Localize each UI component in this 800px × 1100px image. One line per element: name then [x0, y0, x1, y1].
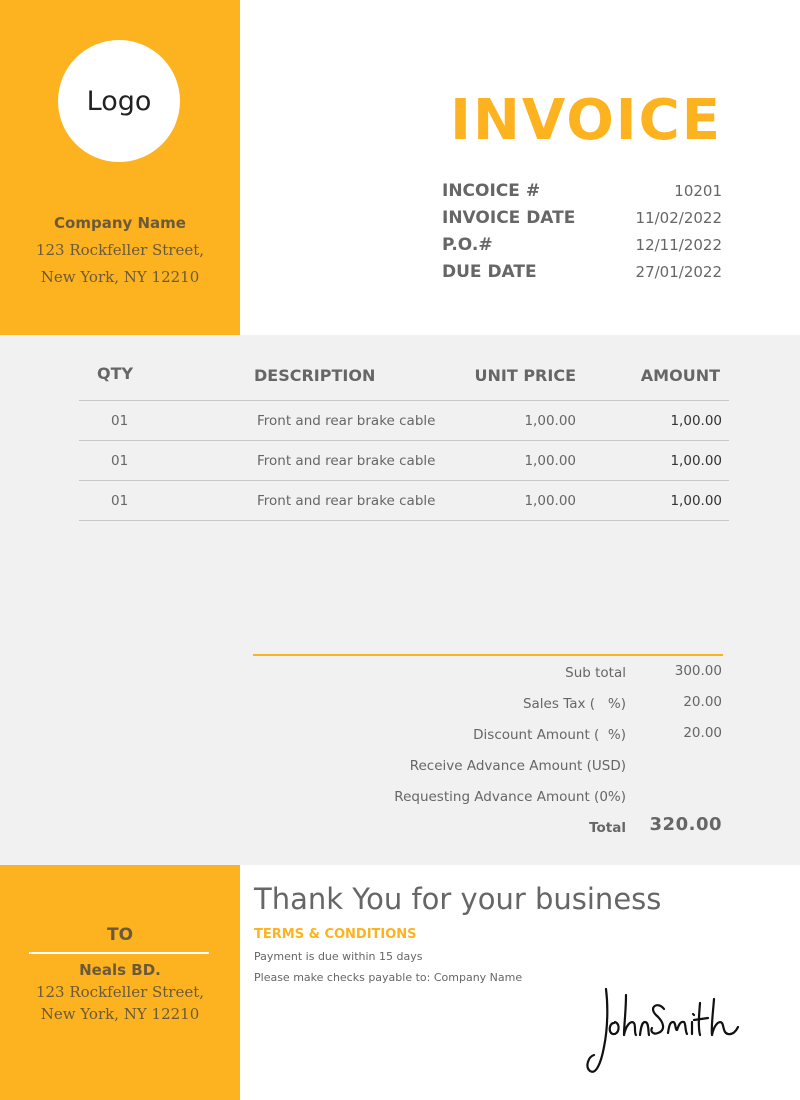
- sales-tax-label: Sales Tax ( %): [522, 696, 626, 712]
- logo-text: Logo: [86, 85, 152, 117]
- column-header-unit-price: UNIT PRICE: [474, 366, 576, 385]
- client-name: Neals BD.: [79, 961, 161, 979]
- terms-checks-payable: Please make checks payable to: Company Name: [254, 971, 523, 984]
- item-unit-price: 1,00.00: [524, 453, 576, 469]
- total-label: Total: [589, 820, 626, 836]
- invoice-title: INVOICE: [450, 88, 722, 153]
- item-unit-price: 1,00.00: [524, 413, 576, 429]
- advance-received-label: Receive Advance Amount (USD): [409, 758, 626, 774]
- item-description: Front and rear brake cable: [257, 453, 436, 469]
- signature-image: [578, 975, 748, 1085]
- discount-value: 20.00: [683, 725, 722, 741]
- due-date-value: 27/01/2022: [635, 263, 722, 281]
- company-name: Company Name: [54, 214, 186, 232]
- table-row: [79, 401, 729, 441]
- due-date-label: DUE DATE: [442, 262, 537, 282]
- subtotal-label: Sub total: [565, 665, 626, 681]
- column-header-description: DESCRIPTION: [254, 366, 376, 385]
- item-unit-price: 1,00.00: [524, 493, 576, 509]
- company-logo: [58, 40, 180, 162]
- client-address-line1: 123 Rockfeller Street,: [35, 983, 205, 1001]
- invoice-number-label: INCOICE #: [442, 181, 541, 201]
- item-qty: 01: [111, 413, 129, 429]
- discount-label: Discount Amount ( %): [473, 727, 626, 743]
- column-header-qty: QTY: [97, 364, 134, 383]
- item-qty: 01: [111, 493, 129, 509]
- item-description: Front and rear brake cable: [257, 493, 436, 509]
- bill-to-divider: [29, 952, 209, 954]
- table-row: [79, 441, 729, 481]
- table-row: [79, 481, 729, 521]
- po-number-label: P.O.#: [442, 235, 493, 255]
- item-qty: 01: [111, 453, 129, 469]
- summary-divider: [253, 654, 723, 656]
- item-amount: 1,00.00: [670, 453, 722, 469]
- terms-payment-due: Payment is due within 15 days: [254, 950, 423, 963]
- company-address-line2: New York, NY 12210: [40, 268, 200, 286]
- subtotal-value: 300.00: [674, 663, 722, 679]
- po-number-value: 12/11/2022: [635, 236, 722, 254]
- line-items-table: [79, 400, 729, 521]
- invoice-date-value: 11/02/2022: [635, 209, 722, 227]
- invoice-date-label: INVOICE DATE: [442, 208, 576, 228]
- total-value: 320.00: [649, 814, 722, 835]
- thank-you-message: Thank You for your business: [254, 882, 662, 916]
- bill-to-label: TO: [106, 925, 134, 945]
- sales-tax-value: 20.00: [683, 694, 722, 710]
- invoice-number-value: 10201: [674, 182, 722, 200]
- item-amount: 1,00.00: [670, 413, 722, 429]
- terms-heading: TERMS & CONDITIONS: [254, 927, 417, 942]
- company-address-line1: 123 Rockfeller Street,: [35, 241, 205, 259]
- item-description: Front and rear brake cable: [257, 413, 436, 429]
- column-header-amount: AMOUNT: [640, 366, 720, 385]
- client-address-line2: New York, NY 12210: [40, 1005, 200, 1023]
- advance-requested-label: Requesting Advance Amount (0%): [394, 789, 626, 805]
- item-amount: 1,00.00: [670, 493, 722, 509]
